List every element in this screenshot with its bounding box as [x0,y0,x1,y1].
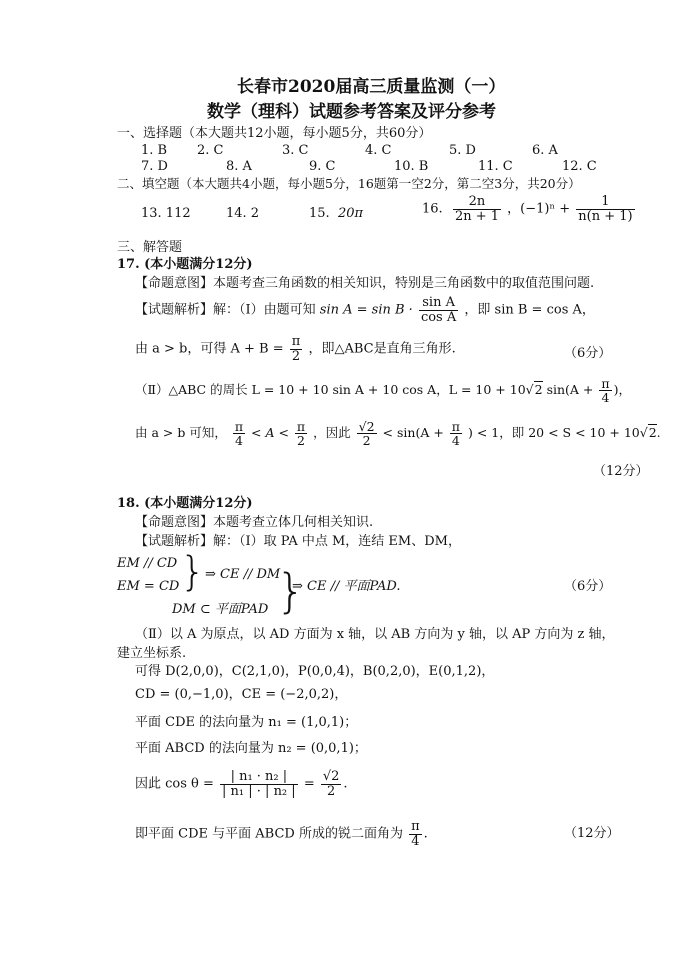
answer-4: 4. C [365,143,392,158]
answer-7: 7. D [141,159,168,174]
frac-num: √2 [322,769,340,784]
text: )， [613,382,631,398]
frac-num: π [601,376,610,391]
q18-part2-line-1: （Ⅱ）以 A 为原点，以 AD 方面为 x 轴，以 AB 方向为 y 轴，以 AP 方向为 z 轴， [135,627,615,642]
title-line-2: 数学（理科）试题参考答案及评分参考 [207,102,496,122]
text: sin(A + [546,382,594,398]
text: . [656,425,661,441]
frac-num: | n₁ · n₂ | [220,770,298,785]
text: ) < 1，即 20 < S < 10 + 10 [467,425,640,441]
q18-coords: 可得 D(2,0,0)，C(2,1,0)，P(0,0,4)，B(0,2,0)，E(0,1,2)， [135,664,495,679]
answer-11: 11. C [478,159,513,174]
fraction [321,770,342,798]
q18-heading: 18. (本小题满分12分) [117,496,253,511]
answer-16-mid: ，(−1)ⁿ + [507,201,571,217]
text: < sin(A + [382,425,444,441]
frac-num: π [296,419,306,434]
text: 因此 cos θ = [135,776,214,792]
fraction [419,296,458,324]
frac-num: π [291,334,301,349]
frac-den: cos A [420,309,457,325]
fraction [357,420,377,447]
cond-em-parallel-cd: EM // CD [117,556,178,571]
frac-den: 2 [362,433,371,449]
fraction [233,420,245,447]
answer-14: 14. 2 [226,206,260,221]
text: ，因此 [313,425,351,441]
text: （Ⅱ）△ABC 的周长 L = 10 + 10 sin A + 10 cos A，L = 10 + 10 [135,382,526,398]
frac-den: 2 [291,348,301,364]
section1-heading: 一、选择题（本大题共12小题，每小题5分，共60分） [117,126,432,141]
answer-9: 9. C [309,159,336,174]
text: 由 a > b 可知， [135,425,227,441]
q17-line-5: 由 a > b 可知， $\frac{\pi}{4}$ < A < $\frac{\pi}{2}$ ，因此 $\frac{√2}{2}$ < sin(A + $\frac{\pi}{4}$ ) < 1，即 20 < S < 10 + 10√2. [135,419,661,449]
q17-heading: 17. (本小题满分12分) [117,257,253,272]
q17-score-6: （6分） [564,346,612,361]
q18-cos-line [135,770,348,798]
section2-heading: 二、填空题（本大题共4小题，每小题5分，16题第一空2分，第二空3分，共20分） [117,176,581,191]
fraction [220,770,298,798]
q17-intent: 【命题意图】本题考查三角函数的相关知识，特别是三角函数中的取值范围问题. [135,276,595,291]
frac-den: 4 [451,433,460,449]
frac-num: 2n [453,195,501,210]
frac-den: 2 [297,433,305,449]
frac-num: π [451,419,460,434]
q18-score-6: （6分） [564,579,612,594]
sqrt-arg: 2 [648,425,657,441]
frac-den: 4 [601,390,610,406]
title-line-1: 长春市2020届高三质量监测（一） [237,77,506,97]
text: . [343,776,348,792]
text: ，即△ABC是直角三角形. [308,341,456,357]
q18-vectors: CD = (0,−1,0)，CE = (−2,0,2)， [135,687,348,702]
q17-score-12: （12分） [593,464,649,479]
q17-solution-line [135,296,595,324]
answer-15-label: 15. [309,206,330,221]
answer-13: 13. 112 [141,206,191,221]
sqrt-arg: 2 [534,382,543,398]
text: 【试题解析】解：（Ⅰ）由题可知 [135,302,316,318]
fraction [290,335,303,363]
frac-den: n(n + 1) [578,208,633,224]
equation: sin A = sin B · [319,302,413,318]
answer-5: 5. D [449,143,476,158]
fraction [295,420,307,447]
frac-den: | n₁ | · | n₂ | [222,783,296,799]
frac-num: √2 [358,419,375,434]
fraction [450,420,462,447]
q17-line-3 [135,335,456,363]
answer-6: 6. A [532,143,558,158]
fraction [599,377,611,404]
answer-15-value: 20π [337,206,364,221]
answer-16-frac-1 [453,195,501,223]
answer-2: 2. C [197,143,224,158]
implies-ce-parallel-dm: ⇒ CE // DM [205,567,281,582]
brace-1: } [180,549,206,595]
frac-num: sin A [419,296,458,311]
frac-den: 2 [327,783,336,799]
frac-num: 1 [576,195,634,210]
text: = [303,776,315,792]
q18-final-line [135,820,428,848]
answer-1: 1. B [141,143,168,158]
q18-score-12: （12分） [564,826,620,841]
frac-den: 2n + 1 [454,208,500,224]
answer-12: 12. C [562,159,597,174]
cond-dm-in-plane: DM ⊂ 平面PAD [172,602,269,617]
implies-ce-parallel-plane: ⇒ CE // 平面PAD. [292,579,401,594]
text: 即平面 CDE 与平面 ABCD 所成的锐二面角为 [135,826,403,842]
frac-den: 4 [411,833,420,849]
brace-2: } [276,564,306,618]
q18-solution-line: 【试题解析】解：（Ⅰ）取 PA 中点 M，连结 EM、DM， [135,534,461,549]
text: . [423,826,428,842]
answer-3: 3. C [282,143,309,158]
text: 由 a > b，可得 A + B = [135,341,284,357]
frac-den: 4 [234,433,243,449]
answer-16-label: 16. [422,201,443,217]
text: ，即 sin B = cos A， [464,302,595,318]
q18-part2-line-2: 建立坐标系. [117,646,187,661]
frac-num: π [411,819,420,834]
q18-intent: 【命题意图】本题考查立体几何相关知识. [135,515,374,530]
answer-8: 8. A [226,159,252,174]
answer-15 [309,207,363,220]
answer-10: 10. B [394,159,429,174]
frac-num: π [234,419,244,434]
q18-normal-1: 平面 CDE 的法向量为 n₁ = (1,0,1)； [135,715,358,730]
fraction [409,820,422,848]
section3-heading: 三、解答题 [117,240,183,255]
q17-line-4: （Ⅱ）△ABC 的周长 L = 10 + 10 sin A + 10 cos A，L = 10 + 10√2 sin(A + $\frac{\pi}{4}$ )， [135,376,631,406]
answer-16 [422,195,637,223]
q18-normal-2: 平面 ABCD 的法向量为 n₂ = (0,0,1)； [135,741,367,756]
text: < A < [251,425,289,441]
cond-em-equal-cd: EM = CD [117,579,180,594]
answer-16-frac-2 [576,195,634,223]
